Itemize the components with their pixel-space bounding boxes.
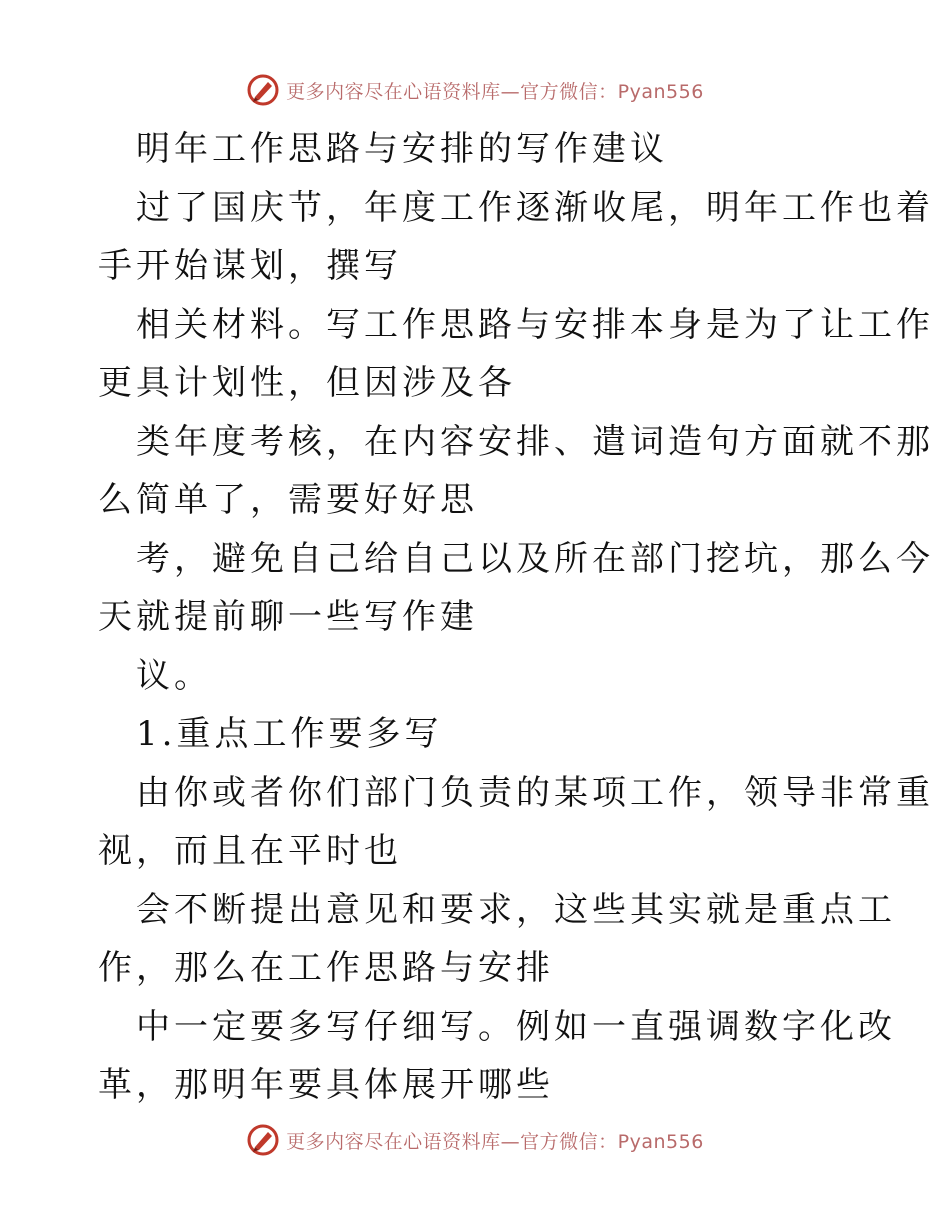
text-line: 中一定要多写仔细写。例如一直强调数字化改	[136, 1006, 896, 1047]
document-body	[98, 120, 934, 1115]
text-line: 革，那明年要具体展开哪些	[98, 1065, 554, 1105]
footer-banner	[0, 1122, 950, 1158]
text-line: 手开始谋划，撰写	[98, 246, 402, 286]
banner-text: 更多内容尽在心语资料库—官方微信：Pyan556	[286, 80, 704, 103]
text-line: 由你或者你们部门负责的某项工作，领导非常重	[136, 772, 934, 813]
text-line: 作，那么在工作思路与安排	[98, 948, 554, 988]
text-line: 1.重点工作要多写	[136, 714, 443, 754]
text-line: 么简单了，需要好好思	[98, 480, 478, 520]
text-line: 考，避免自己给自己以及所在部门挖坑，那么今	[136, 538, 934, 579]
text-line: 相关材料。写工作思路与安排本身是为了让工作	[136, 304, 934, 345]
pen-logo-icon	[246, 1123, 280, 1157]
pen-logo-icon	[246, 73, 280, 107]
text-line: 类年度考核，在内容安排、遣词造句方面就不那	[136, 421, 934, 462]
header-banner	[0, 72, 950, 108]
banner-text: 更多内容尽在心语资料库—官方微信：Pyan556	[286, 1130, 704, 1153]
text-line: 会不断提出意见和要求，这些其实就是重点工	[136, 889, 896, 930]
text-line: 议。	[136, 655, 212, 696]
text-line: 更具计划性，但因涉及各	[98, 363, 516, 403]
document-title: 明年工作思路与安排的写作建议	[136, 129, 668, 169]
text-line: 过了国庆节，年度工作逐渐收尾，明年工作也着	[136, 187, 934, 228]
text-line: 视，而且在平时也	[98, 831, 402, 871]
text-line: 天就提前聊一些写作建	[98, 597, 478, 637]
